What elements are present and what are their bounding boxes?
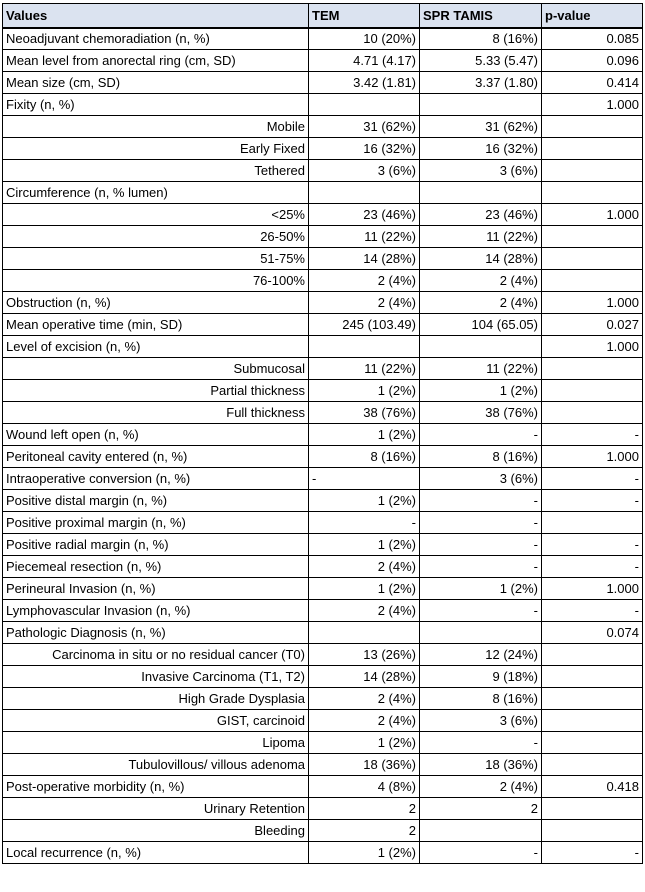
table-row bbox=[3, 798, 643, 820]
cell-p-value bbox=[542, 732, 643, 754]
table-row bbox=[3, 622, 643, 644]
row-label: Peritoneal cavity entered (n, %) bbox=[3, 446, 309, 468]
table-row bbox=[3, 248, 643, 270]
cell-spr-tamis: 38 (76%) bbox=[420, 402, 542, 424]
table-row bbox=[3, 688, 643, 710]
row-sublabel: Invasive Carcinoma (T1, T2) bbox=[3, 666, 309, 688]
cell-p-value: 0.418 bbox=[542, 776, 643, 798]
cell-tem: 10 (20%) bbox=[309, 28, 420, 50]
cell-p-value bbox=[542, 270, 643, 292]
row-sublabel: Urinary Retention bbox=[3, 798, 309, 820]
table-row bbox=[3, 578, 643, 600]
cell-tem: 2 (4%) bbox=[309, 556, 420, 578]
row-label: Positive distal margin (n, %) bbox=[3, 490, 309, 512]
cell-tem bbox=[309, 182, 420, 204]
row-sublabel: 26-50% bbox=[3, 226, 309, 248]
cell-spr-tamis: - bbox=[420, 600, 542, 622]
cell-spr-tamis: 11 (22%) bbox=[420, 226, 542, 248]
cell-spr-tamis: 2 (4%) bbox=[420, 270, 542, 292]
table-body bbox=[3, 28, 643, 864]
cell-tem: 245 (103.49) bbox=[309, 314, 420, 336]
cell-p-value: 0.096 bbox=[542, 50, 643, 72]
table-row bbox=[3, 336, 643, 358]
cell-tem: 1 (2%) bbox=[309, 490, 420, 512]
cell-tem: 23 (46%) bbox=[309, 204, 420, 226]
cell-spr-tamis: - bbox=[420, 512, 542, 534]
cell-spr-tamis: 23 (46%) bbox=[420, 204, 542, 226]
table-row bbox=[3, 468, 643, 490]
cell-tem: 2 (4%) bbox=[309, 292, 420, 314]
cell-spr-tamis bbox=[420, 820, 542, 842]
cell-tem: - bbox=[309, 468, 420, 490]
row-sublabel: Mobile bbox=[3, 116, 309, 138]
cell-p-value: - bbox=[542, 842, 643, 864]
cell-spr-tamis: - bbox=[420, 424, 542, 446]
cell-p-value bbox=[542, 798, 643, 820]
cell-spr-tamis: 11 (22%) bbox=[420, 358, 542, 380]
cell-tem bbox=[309, 336, 420, 358]
table-row bbox=[3, 512, 643, 534]
cell-spr-tamis: 2 (4%) bbox=[420, 292, 542, 314]
cell-p-value: 0.414 bbox=[542, 72, 643, 94]
row-label: Perineural Invasion (n, %) bbox=[3, 578, 309, 600]
row-sublabel: Carcinoma in situ or no residual cancer (T0) bbox=[3, 644, 309, 666]
cell-tem: 1 (2%) bbox=[309, 424, 420, 446]
cell-spr-tamis bbox=[420, 182, 542, 204]
table-row bbox=[3, 160, 643, 182]
table-row bbox=[3, 270, 643, 292]
cell-p-value: 1.000 bbox=[542, 578, 643, 600]
table-row bbox=[3, 732, 643, 754]
cell-spr-tamis: - bbox=[420, 732, 542, 754]
row-sublabel: Early Fixed bbox=[3, 138, 309, 160]
row-label: Intraoperative conversion (n, %) bbox=[3, 468, 309, 490]
table-row bbox=[3, 50, 643, 72]
cell-p-value bbox=[542, 820, 643, 842]
cell-p-value: 0.085 bbox=[542, 28, 643, 50]
cell-spr-tamis: 2 bbox=[420, 798, 542, 820]
cell-tem: 3.42 (1.81) bbox=[309, 72, 420, 94]
table-row bbox=[3, 534, 643, 556]
row-sublabel: Partial thickness bbox=[3, 380, 309, 402]
cell-spr-tamis: 12 (24%) bbox=[420, 644, 542, 666]
row-sublabel: 76-100% bbox=[3, 270, 309, 292]
cell-p-value: - bbox=[542, 424, 643, 446]
row-label: Local recurrence (n, %) bbox=[3, 842, 309, 864]
cell-spr-tamis bbox=[420, 336, 542, 358]
row-label: Pathologic Diagnosis (n, %) bbox=[3, 622, 309, 644]
cell-spr-tamis: 14 (28%) bbox=[420, 248, 542, 270]
table-row bbox=[3, 820, 643, 842]
cell-p-value: 1.000 bbox=[542, 204, 643, 226]
cell-p-value: 0.074 bbox=[542, 622, 643, 644]
cell-tem: 11 (22%) bbox=[309, 358, 420, 380]
row-sublabel: Submucosal bbox=[3, 358, 309, 380]
cell-p-value: - bbox=[542, 468, 643, 490]
cell-spr-tamis: 18 (36%) bbox=[420, 754, 542, 776]
cell-tem: 2 bbox=[309, 820, 420, 842]
table-row bbox=[3, 710, 643, 732]
table-row bbox=[3, 116, 643, 138]
cell-tem: 1 (2%) bbox=[309, 732, 420, 754]
cell-tem: 2 (4%) bbox=[309, 710, 420, 732]
cell-tem: 2 (4%) bbox=[309, 688, 420, 710]
cell-spr-tamis: 3 (6%) bbox=[420, 710, 542, 732]
cell-spr-tamis: 8 (16%) bbox=[420, 446, 542, 468]
table-row bbox=[3, 402, 643, 424]
table-row bbox=[3, 138, 643, 160]
cell-spr-tamis bbox=[420, 622, 542, 644]
cell-spr-tamis: 8 (16%) bbox=[420, 28, 542, 50]
cell-p-value bbox=[542, 402, 643, 424]
row-label: Post-operative morbidity (n, %) bbox=[3, 776, 309, 798]
table-row bbox=[3, 424, 643, 446]
cell-spr-tamis: - bbox=[420, 490, 542, 512]
cell-tem: 2 (4%) bbox=[309, 600, 420, 622]
cell-tem: 11 (22%) bbox=[309, 226, 420, 248]
cell-tem: 14 (28%) bbox=[309, 666, 420, 688]
cell-spr-tamis: 9 (18%) bbox=[420, 666, 542, 688]
cell-tem: 1 (2%) bbox=[309, 380, 420, 402]
cell-tem: 14 (28%) bbox=[309, 248, 420, 270]
cell-tem bbox=[309, 622, 420, 644]
row-label: Lymphovascular Invasion (n, %) bbox=[3, 600, 309, 622]
row-sublabel: 51-75% bbox=[3, 248, 309, 270]
cell-tem: 1 (2%) bbox=[309, 534, 420, 556]
header-spr-tamis: SPR TAMIS bbox=[420, 4, 542, 28]
cell-p-value bbox=[542, 248, 643, 270]
row-label: Wound left open (n, %) bbox=[3, 424, 309, 446]
cell-spr-tamis: 8 (16%) bbox=[420, 688, 542, 710]
cell-p-value: 0.027 bbox=[542, 314, 643, 336]
cell-tem: 38 (76%) bbox=[309, 402, 420, 424]
row-label: Circumference (n, % lumen) bbox=[3, 182, 309, 204]
results-table-container bbox=[2, 3, 643, 864]
cell-p-value bbox=[542, 710, 643, 732]
cell-tem: 2 bbox=[309, 798, 420, 820]
cell-p-value bbox=[542, 644, 643, 666]
table-row bbox=[3, 226, 643, 248]
cell-tem: 18 (36%) bbox=[309, 754, 420, 776]
row-sublabel: High Grade Dysplasia bbox=[3, 688, 309, 710]
row-sublabel: Bleeding bbox=[3, 820, 309, 842]
cell-tem: 1 (2%) bbox=[309, 842, 420, 864]
cell-tem: 31 (62%) bbox=[309, 116, 420, 138]
cell-tem: 3 (6%) bbox=[309, 160, 420, 182]
table-row bbox=[3, 182, 643, 204]
cell-p-value bbox=[542, 226, 643, 248]
cell-p-value bbox=[542, 512, 643, 534]
cell-tem: 1 (2%) bbox=[309, 578, 420, 600]
table-row bbox=[3, 314, 643, 336]
cell-spr-tamis: 5.33 (5.47) bbox=[420, 50, 542, 72]
table-row bbox=[3, 776, 643, 798]
cell-p-value: - bbox=[542, 556, 643, 578]
row-sublabel: <25% bbox=[3, 204, 309, 226]
row-sublabel: Tethered bbox=[3, 160, 309, 182]
row-label: Level of excision (n, %) bbox=[3, 336, 309, 358]
cell-p-value: - bbox=[542, 534, 643, 556]
cell-spr-tamis: - bbox=[420, 842, 542, 864]
cell-tem bbox=[309, 94, 420, 116]
header-tem: TEM bbox=[309, 4, 420, 28]
cell-p-value bbox=[542, 116, 643, 138]
cell-p-value: - bbox=[542, 490, 643, 512]
cell-spr-tamis bbox=[420, 94, 542, 116]
cell-spr-tamis: - bbox=[420, 534, 542, 556]
cell-spr-tamis: 1 (2%) bbox=[420, 578, 542, 600]
table-row bbox=[3, 842, 643, 864]
row-label: Obstruction (n, %) bbox=[3, 292, 309, 314]
cell-p-value: 1.000 bbox=[542, 446, 643, 468]
row-label: Positive radial margin (n, %) bbox=[3, 534, 309, 556]
cell-p-value bbox=[542, 138, 643, 160]
row-label: Fixity (n, %) bbox=[3, 94, 309, 116]
cell-p-value: 1.000 bbox=[542, 336, 643, 358]
header-p-value: p-value bbox=[542, 4, 643, 28]
cell-spr-tamis: 104 (65.05) bbox=[420, 314, 542, 336]
table-row bbox=[3, 666, 643, 688]
cell-p-value bbox=[542, 754, 643, 776]
cell-spr-tamis: 3 (6%) bbox=[420, 468, 542, 490]
cell-tem: 4 (8%) bbox=[309, 776, 420, 798]
row-label: Piecemeal resection (n, %) bbox=[3, 556, 309, 578]
row-label: Mean size (cm, SD) bbox=[3, 72, 309, 94]
row-label: Mean operative time (min, SD) bbox=[3, 314, 309, 336]
table-header-row bbox=[3, 4, 643, 28]
table-row bbox=[3, 446, 643, 468]
cell-spr-tamis: 3.37 (1.80) bbox=[420, 72, 542, 94]
cell-spr-tamis: 31 (62%) bbox=[420, 116, 542, 138]
cell-tem: - bbox=[309, 512, 420, 534]
cell-spr-tamis: 16 (32%) bbox=[420, 138, 542, 160]
row-label: Positive proximal margin (n, %) bbox=[3, 512, 309, 534]
cell-spr-tamis: 1 (2%) bbox=[420, 380, 542, 402]
row-sublabel: Lipoma bbox=[3, 732, 309, 754]
table-row bbox=[3, 380, 643, 402]
table-row bbox=[3, 556, 643, 578]
cell-spr-tamis: 3 (6%) bbox=[420, 160, 542, 182]
table-row bbox=[3, 94, 643, 116]
cell-tem: 16 (32%) bbox=[309, 138, 420, 160]
cell-tem: 8 (16%) bbox=[309, 446, 420, 468]
cell-tem: 13 (26%) bbox=[309, 644, 420, 666]
table-row bbox=[3, 28, 643, 50]
cell-p-value bbox=[542, 380, 643, 402]
cell-p-value bbox=[542, 182, 643, 204]
header-values: Values bbox=[3, 4, 309, 28]
cell-spr-tamis: 2 (4%) bbox=[420, 776, 542, 798]
cell-tem: 4.71 (4.17) bbox=[309, 50, 420, 72]
cell-p-value: 1.000 bbox=[542, 94, 643, 116]
cell-spr-tamis: - bbox=[420, 556, 542, 578]
table-row bbox=[3, 292, 643, 314]
cell-p-value bbox=[542, 688, 643, 710]
table-row bbox=[3, 644, 643, 666]
results-table bbox=[2, 3, 643, 864]
table-row bbox=[3, 600, 643, 622]
row-sublabel: GIST, carcinoid bbox=[3, 710, 309, 732]
cell-tem: 2 (4%) bbox=[309, 270, 420, 292]
table-row bbox=[3, 72, 643, 94]
cell-p-value bbox=[542, 160, 643, 182]
table-row bbox=[3, 204, 643, 226]
row-sublabel: Full thickness bbox=[3, 402, 309, 424]
row-sublabel: Tubulovillous/ villous adenoma bbox=[3, 754, 309, 776]
cell-p-value bbox=[542, 358, 643, 380]
cell-p-value: 1.000 bbox=[542, 292, 643, 314]
row-label: Mean level from anorectal ring (cm, SD) bbox=[3, 50, 309, 72]
row-label: Neoadjuvant chemoradiation (n, %) bbox=[3, 28, 309, 50]
table-row bbox=[3, 754, 643, 776]
cell-p-value: - bbox=[542, 600, 643, 622]
table-row bbox=[3, 490, 643, 512]
cell-p-value bbox=[542, 666, 643, 688]
table-row bbox=[3, 358, 643, 380]
